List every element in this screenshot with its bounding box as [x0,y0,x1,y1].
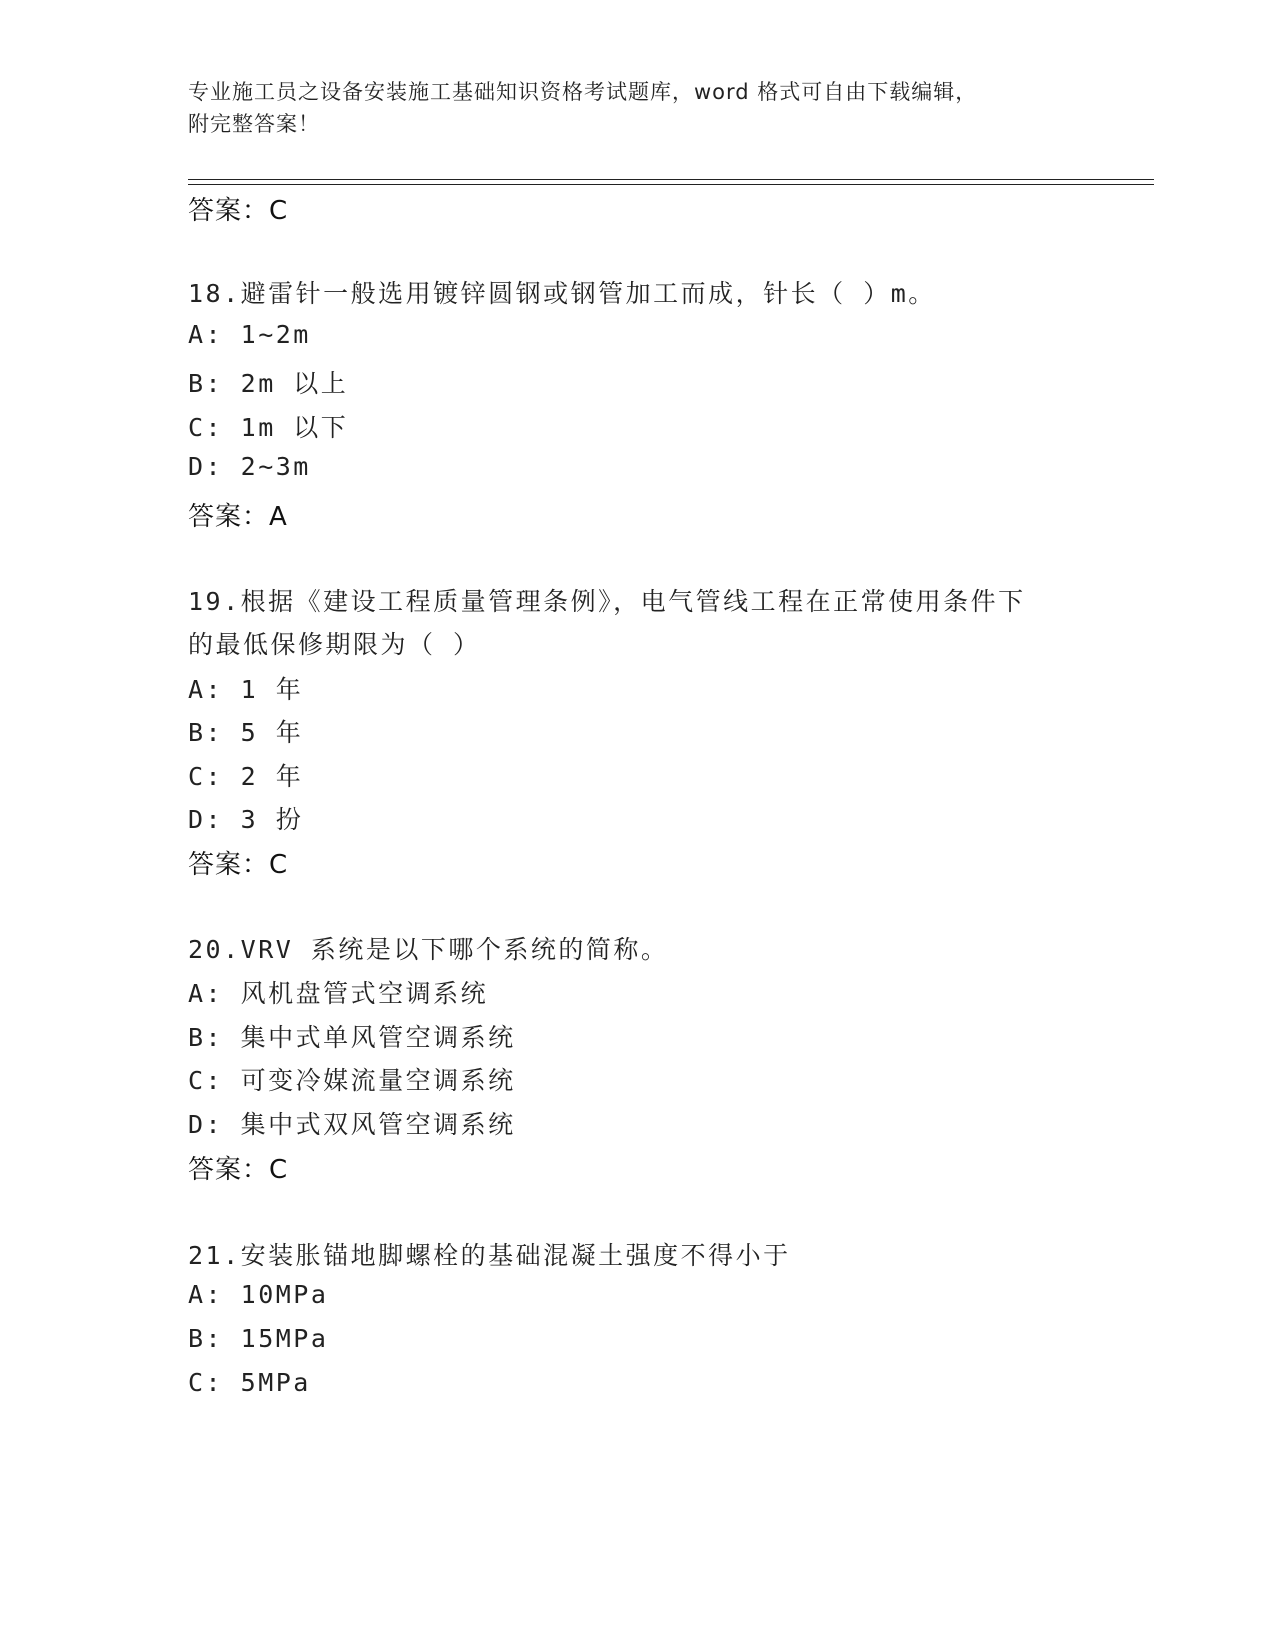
question-18-option-c: C: 1m 以下 [188,413,349,442]
question-20-option-c: C: 可变冷媒流量空调系统 [188,1066,516,1095]
question-18-option-a: A: 1~2m [188,320,311,349]
question-20-answer: 答案：C [188,1155,289,1185]
question-18-answer: 答案：A [188,502,288,532]
question-19-stem-line-1: 19.根据《建设工程质量管理条例》，电气管线工程在正常使用条件下 [188,587,1026,616]
question-20-option-a: A: 风机盘管式空调系统 [188,979,489,1008]
question-20-option-b: B: 集中式单风管空调系统 [188,1023,516,1052]
question-21-option-c: C: 5MPa [188,1368,311,1397]
question-19-option-a: A: 1 年 [188,675,304,704]
question-19-option-d: D: 3 扮 [188,805,304,834]
question-18-option-d: D: 2~3m [188,452,311,481]
question-18-stem: 18.避雷针一般选用镀锌圆钢或钢管加工而成，针长（ ）m。 [188,279,936,308]
question-19-option-c: C: 2 年 [188,762,304,791]
page-header [188,76,1088,140]
header-line-1: 专业施工员之设备安装施工基础知识资格考试题库，word 格式可自由下载编辑， [188,80,978,104]
question-21-stem: 21.安装胀锚地脚螺栓的基础混凝土强度不得小于 [188,1241,791,1270]
question-19-option-b: B: 5 年 [188,718,304,747]
question-19-stem-line-2: 的最低保修期限为（ ） [188,630,481,659]
question-18-option-b: B: 2m 以上 [188,369,349,398]
question-20-option-d: D: 集中式双风管空调系统 [188,1110,516,1139]
question-21-option-a: A: 10MPa [188,1280,329,1309]
question-21-option-b: B: 15MPa [188,1324,329,1353]
header-divider-top [188,179,1154,180]
question-20-stem: 20.VRV 系统是以下哪个系统的简称。 [188,935,669,964]
header-line-2: 附完整答案！ [188,112,320,136]
question-19-answer: 答案：C [188,850,289,880]
header-divider-bottom [188,184,1154,185]
previous-answer: 答案：C [188,196,289,226]
